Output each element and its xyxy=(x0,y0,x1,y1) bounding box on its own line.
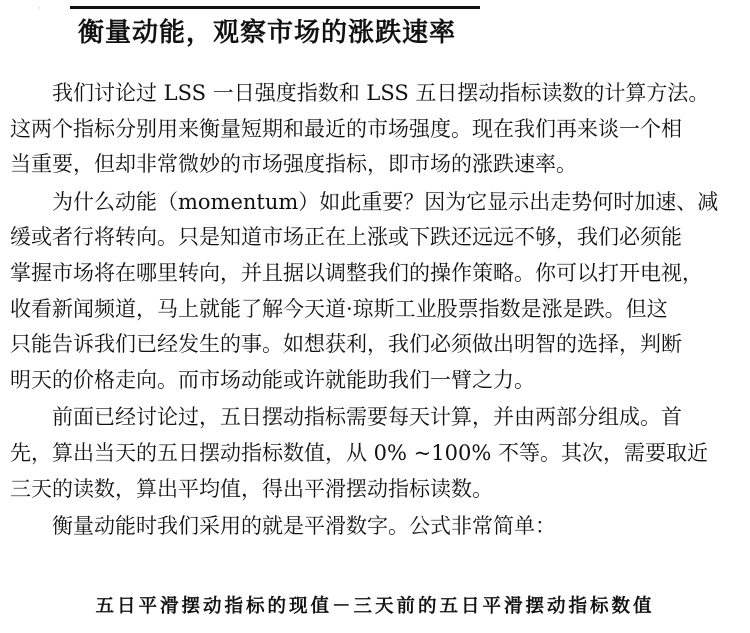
section-heading: 衡量动能，观察市场的涨跌速率 xyxy=(78,18,457,48)
text-line: 三天的读数，算出平均值，得出平滑摆动指标读数。 xyxy=(10,476,493,501)
paragraph xyxy=(10,400,740,507)
text-line: 为什么动能（momentum）如此重要？因为它显示出走势何时加速、减 xyxy=(52,189,719,214)
paragraph xyxy=(10,509,740,545)
paragraph xyxy=(10,76,740,183)
paragraph xyxy=(10,185,740,399)
formula-line: 五日平滑摆动指标的现值－三天前的五日平滑摆动指标数值 xyxy=(95,596,655,617)
text-line: 收看新闻频道，马上就能了解今天道·琼斯工业股票指数是涨是跌。但这 xyxy=(10,296,668,321)
text-line: 只能告诉我们已经发生的事。如想获利，我们必须做出明智的选择，判断 xyxy=(10,332,682,357)
text-line: 前面已经讨论过，五日摆动指标需要每天计算，并由两部分组成。首 xyxy=(52,405,682,430)
text-line: 明天的价格走向。而市场动能或许就能助我们一臂之力。 xyxy=(10,367,535,392)
text-line: 先，算出当天的五日摆动指标数值，从 0% ~100% 不等。其次，需要取近 xyxy=(10,440,708,465)
text-line: 掌握市场将在哪里转向，并且据以调整我们的操作策略。你可以打开电视， xyxy=(10,260,703,285)
top-rule xyxy=(70,6,480,9)
body-text xyxy=(10,76,740,547)
text-line: 缓或者行将转向。只是知道市场正在上涨或下跌还远远不够，我们必须能 xyxy=(10,225,682,250)
text-line: 这两个指标分别用来衡量短期和最近的市场强度。现在我们再来谈一个相 xyxy=(10,116,682,141)
text-line: 当重要，但却非常微妙的市场强度指标，即市场的涨跌速率。 xyxy=(10,152,577,177)
scan-speck: · xyxy=(38,4,41,14)
text-line: 我们讨论过 LSS 一日强度指数和 LSS 五日摆动指标读数的计算方法。 xyxy=(52,81,710,105)
text-line: 衡量动能时我们采用的就是平滑数字。公式非常简单： xyxy=(52,514,556,539)
